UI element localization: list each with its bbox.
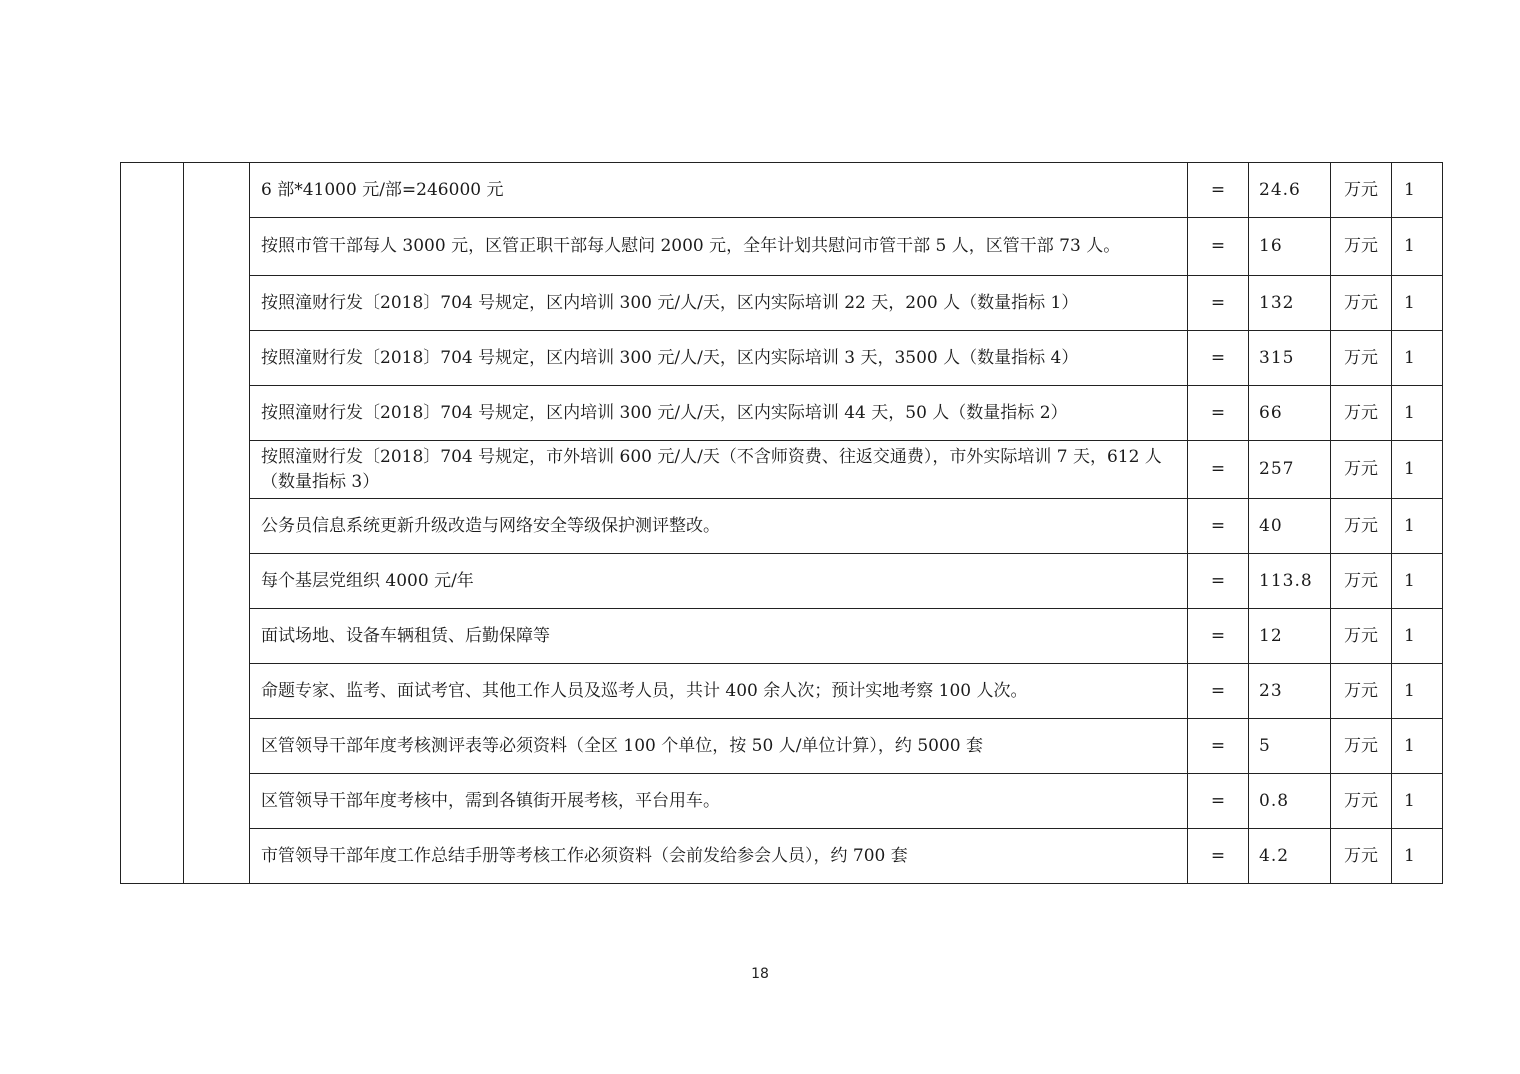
value-cell: 24.6 [1249,163,1331,218]
value-cell: 4.2 [1249,829,1331,884]
weight-cell: 1 [1392,774,1443,829]
unit-cell: 万元 [1331,441,1392,499]
value-cell: 0.8 [1249,774,1331,829]
weight-cell: 1 [1392,664,1443,719]
unit-cell: 万元 [1331,829,1392,884]
weight-cell: 1 [1392,441,1443,499]
weight-cell: 1 [1392,276,1443,331]
table-row [121,774,1443,829]
operator-cell: = [1188,554,1249,609]
table-row [121,664,1443,719]
description-cell: 公务员信息系统更新升级改造与网络安全等级保护测评整改。 [250,499,1188,554]
description-cell: 区管领导干部年度考核测评表等必须资料（全区 100 个单位，按 50 人/单位计算），约 5000 套 [250,719,1188,774]
operator-cell: = [1188,774,1249,829]
unit-cell: 万元 [1331,386,1392,441]
value-cell: 113.8 [1249,554,1331,609]
operator-cell: = [1188,609,1249,664]
value-cell: 66 [1249,386,1331,441]
budget-table [120,162,1443,884]
value-cell: 12 [1249,609,1331,664]
table-row [121,609,1443,664]
value-cell: 132 [1249,276,1331,331]
unit-cell: 万元 [1331,719,1392,774]
description-cell: 每个基层党组织 4000 元/年 [250,554,1188,609]
description-cell: 按照潼财行发〔2018〕704 号规定，区内培训 300 元/人/天，区内实际培训 44 天，50 人（数量指标 2） [250,386,1188,441]
table-row [121,719,1443,774]
unit-cell: 万元 [1331,276,1392,331]
unit-cell: 万元 [1331,774,1392,829]
operator-cell: = [1188,829,1249,884]
unit-cell: 万元 [1331,499,1392,554]
weight-cell: 1 [1392,331,1443,386]
operator-cell: = [1188,499,1249,554]
description-cell: 市管领导干部年度工作总结手册等考核工作必须资料（会前发给参会人员），约 700 套 [250,829,1188,884]
table-row [121,276,1443,331]
operator-cell: = [1188,441,1249,499]
description-cell: 面试场地、设备车辆租赁、后勤保障等 [250,609,1188,664]
operator-cell: = [1188,163,1249,218]
weight-cell: 1 [1392,719,1443,774]
unit-cell: 万元 [1331,554,1392,609]
table-row [121,441,1443,499]
description-cell: 按照市管干部每人 3000 元，区管正职干部每人慰问 2000 元，全年计划共慰问市管干部 5 人，区管干部 73 人。 [250,218,1188,276]
table-row [121,331,1443,386]
weight-cell: 1 [1392,554,1443,609]
unit-cell: 万元 [1331,664,1392,719]
operator-cell: = [1188,218,1249,276]
operator-cell: = [1188,331,1249,386]
description-cell: 按照潼财行发〔2018〕704 号规定，市外培训 600 元/人/天（不含师资费、往返交通费），市外实际培训 7 天，612 人（数量指标 3） [250,441,1188,499]
table-row [121,499,1443,554]
value-cell: 257 [1249,441,1331,499]
merged-subcategory-cell [184,163,250,884]
table-row [121,218,1443,276]
unit-cell: 万元 [1331,331,1392,386]
operator-cell: = [1188,276,1249,331]
description-cell: 按照潼财行发〔2018〕704 号规定，区内培训 300 元/人/天，区内实际培训 22 天，200 人（数量指标 1） [250,276,1188,331]
description-cell: 6 部*41000 元/部=246000 元 [250,163,1188,218]
weight-cell: 1 [1392,218,1443,276]
table-row [121,386,1443,441]
weight-cell: 1 [1392,829,1443,884]
operator-cell: = [1188,719,1249,774]
value-cell: 315 [1249,331,1331,386]
weight-cell: 1 [1392,499,1443,554]
unit-cell: 万元 [1331,609,1392,664]
page-number: 18 [751,966,769,982]
unit-cell: 万元 [1331,163,1392,218]
table-row [121,163,1443,218]
weight-cell: 1 [1392,163,1443,218]
value-cell: 5 [1249,719,1331,774]
description-cell: 命题专家、监考、面试考官、其他工作人员及巡考人员，共计 400 余人次；预计实地考察 100 人次。 [250,664,1188,719]
table-row [121,554,1443,609]
unit-cell: 万元 [1331,218,1392,276]
description-cell: 按照潼财行发〔2018〕704 号规定，区内培训 300 元/人/天，区内实际培训 3 天，3500 人（数量指标 4） [250,331,1188,386]
operator-cell: = [1188,386,1249,441]
value-cell: 40 [1249,499,1331,554]
value-cell: 23 [1249,664,1331,719]
value-cell: 16 [1249,218,1331,276]
merged-category-cell [121,163,184,884]
table-row [121,829,1443,884]
weight-cell: 1 [1392,386,1443,441]
operator-cell: = [1188,664,1249,719]
weight-cell: 1 [1392,609,1443,664]
budget-table-body [121,163,1443,884]
description-cell: 区管领导干部年度考核中，需到各镇街开展考核，平台用车。 [250,774,1188,829]
